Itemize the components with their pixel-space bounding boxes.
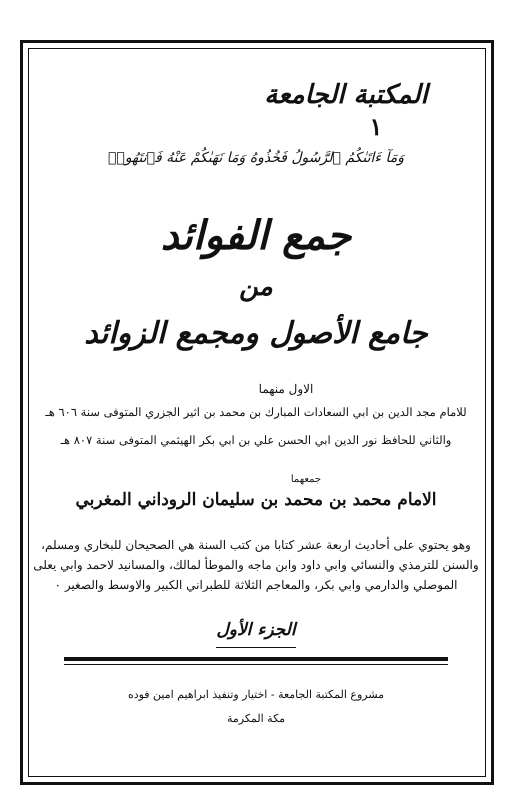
book-subtitle: جامع الأصول ومجمع الزوائد xyxy=(84,316,428,351)
volume-underline xyxy=(216,647,296,648)
description-line-3: الموصلي والدارمي وابي بكر، والمعاجم الثلاثة للطبراني الكبير والاوسط والصغير ٠ xyxy=(54,578,458,592)
series-number: ١ xyxy=(369,112,383,141)
quranic-verse: وَمَآ ءَاتَىٰكُمُ ٱلرَّسُولُ فَخُذُوهُ وَمَا نَهَىٰكُمْ عَنْهُ فَٱنتَهُوا۟ xyxy=(108,150,404,166)
description-line-1: وهو يحتوي على أحاديث اربعة عشر كتابا من كتب السنة هي الصحيحان للبخاري ومسلم، xyxy=(41,538,471,552)
sources-label: الاول منهما xyxy=(258,382,314,396)
compiled-by-label: جمعهما xyxy=(290,474,322,485)
divider-thin xyxy=(64,664,448,665)
divider-thick xyxy=(64,657,448,661)
description-line-2: والسنن للترمذي والنسائي وابي داود وابن ماجه والموطأ لمالك، والمسانيد لاحمد وابي يعلى xyxy=(33,558,479,572)
publication-city: مكة المكرمة xyxy=(226,712,286,725)
series-title: المكتبة الجامعة xyxy=(264,80,428,110)
from-word: من xyxy=(239,272,273,302)
compiler-name: الامام محمد بن محمد بن سليمان الروداني المغربي xyxy=(75,490,437,510)
source-line-2: والثاني للحافظ نور الدين ابي الحسن علي بن ابي بكر الهيثمي المتوفى سنة ٨٠٧ هـ xyxy=(60,433,452,447)
volume-label: الجزء الأول xyxy=(216,620,296,640)
project-credit: مشروع المكتبة الجامعة - اختيار وتنفيذ ابراهيم امين فوده xyxy=(127,688,385,701)
source-line-1: للامام مجد الدين بن ابي السعادات المبارك بن محمد بن اثير الجزري المتوفى سنة ٦٠٦ هـ xyxy=(45,405,467,419)
book-title: جمع الفوائد xyxy=(160,212,352,259)
